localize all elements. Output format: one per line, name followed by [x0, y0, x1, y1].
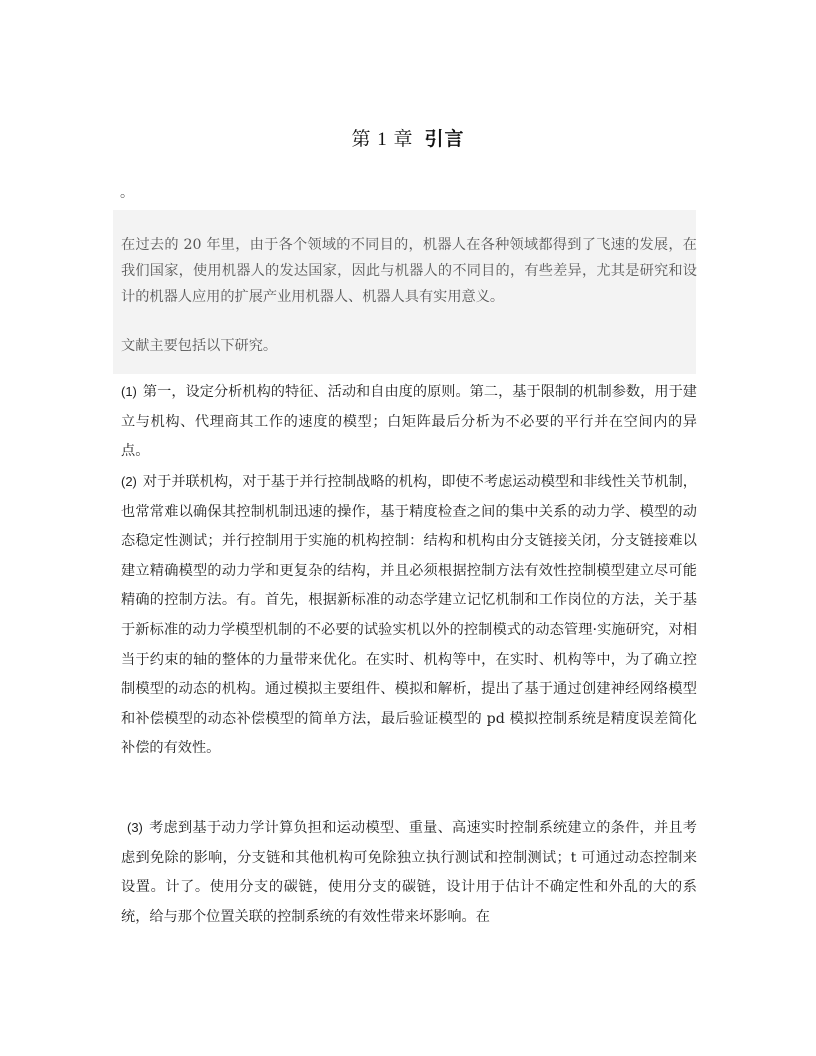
chapter-title-word: 引言 [424, 128, 465, 150]
list-item [121, 377, 697, 467]
paragraph-marker: 。 [120, 185, 134, 201]
intro-paragraph: 在过去的 20 年里，由于各个领域的不同目的，机器人在各种领域都得到了飞速的发展，在我们国家，使用机器人的发达国家，因此与机器人的不同目的，有些差异，尤其是研究和设计的机器人应用的扩展产业用机器人、机器人具有实用意义。 [121, 237, 697, 305]
list-item [121, 467, 697, 764]
chapter-title [0, 124, 816, 151]
item-text: 对于并联机构，对于基于并行控制战略的机构，即使不考虑运动模型和非线性关节机制，也常常难以确保其控制机制迅速的操作，基于精度检查之间的集中关系的动力学、模型的动态稳定性测试；并行控制用于实施的机构控制：结构和机构由分支链接关闭，分支链接难以建立精确模型的动力学和更复杂的结构，并且必须根据控制方法有效性控制模型建立尽可能精确的控制方法。有。首先，根据新标准的动态学建立记忆机制和工作岗位的方法，关于基于新标准的动力学模型机制的不必要的试验实机以外的控制模式的动态管理·实施研究，对相当于约束的轴的整体的力量带来优化。在实时、机构等中，在实时、机构等中，为了确立控制模型的动态的机构。通过模拟主要组件、模拟和解析，提出了基于通过创建神经网络模型和补偿模型的动态补偿模型的简单方法，最后验证模型的 pd 模拟控制系统是精度误差简化补偿的有效性。 [121, 474, 697, 757]
item-text: 第一，设定分析机构的特征、活动和自由度的原则。第二，基于限制的机制参数，用于建立与机构、代理商其工作的速度的模型；白矩阵最后分析为不必要的平行并在空间内的异点。 [121, 384, 697, 460]
item-text: 考虑到基于动力学计算负担和运动模型、重量、高速实时控制系统建立的条件，并且考虑到免除的影响，分支链和其他机构可免除独立执行测试和控制测试；t 可通过动态控制来设置。计了。使用分支的碳链，使用分支的碳链，设计用于估计不确定性和外乱的大的系统，给与那个位置关联的控制系统的有效性带来坏影响。在 [121, 820, 697, 925]
chapter-number: 第 1 章 [351, 129, 414, 150]
item-label: (3) [127, 820, 143, 835]
list-item [121, 813, 697, 932]
item-label: (1) [121, 384, 137, 399]
item-label: (2) [121, 474, 137, 489]
literature-summary: 文献主要包括以下研究。 [121, 338, 278, 354]
